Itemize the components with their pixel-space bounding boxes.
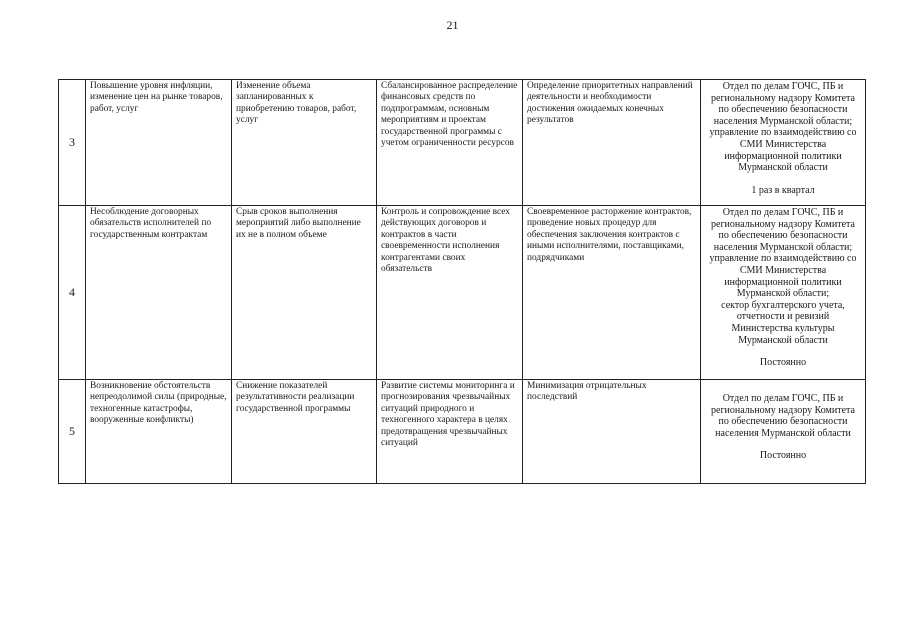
measures-cell: Сбалансированное распределение финансовых средств по подпрограммам, основным мероприятиям и проектам государственной программы с учетом ограниченности ресурсов [377,80,523,206]
responsible-text: Отдел по делам ГОЧС, ПБ и региональному надзору Комитета по обеспечению безопасности населения Мурманской области; управление по взаимодействию со СМИ Министерства информационной политики Мурманской области; сектор бухгалтерского учета, отчетности и ревизий Министерства культуры Мурманской области [709,207,857,346]
consequence-cell: Изменение объема запланированных к приобретению товаров, работ, услуг [232,80,377,206]
risk-cell: Повышение уровня инфляции, изменение цен на рынке товаров, работ, услуг [86,80,232,206]
row-number: 3 [59,80,86,206]
frequency-text: 1 раз в квартал [751,184,815,196]
table-row [59,80,866,206]
risk-table [58,79,866,484]
result-cell: Своевременное расторжение контрактов, проведение новых процедур для обеспечения заключения контрактов с иными исполнителями, поставщиками, подрядчиками [523,206,701,380]
row-number: 5 [59,380,86,484]
measures-cell: Контроль и сопровождение всех действующих договоров и контрактов в части своевременности исполнения контрагентами своих обязательств [377,206,523,380]
table-row [59,380,866,484]
consequence-cell: Срыв сроков выполнения мероприятий либо выполнение их не в полном объеме [232,206,377,380]
result-cell: Минимизация отрицательных последствий [523,380,701,484]
result-cell: Определение приоритетных направлений деятельности и необходимости достижения ожидаемых конечных результатов [523,80,701,206]
responsible-cell [701,80,866,206]
row-number: 4 [59,206,86,380]
responsible-cell [701,206,866,380]
frequency-text: Постоянно [759,450,807,462]
consequence-cell: Снижение показателей результативности реализации государственной программы [232,380,377,484]
measures-cell: Развитие системы мониторинга и прогнозирования чрезвычайных ситуаций природного и техногенного характера в целях предотвращения чрезвычайных ситуаций [377,380,523,484]
risk-cell: Несоблюдение договорных обязательств исполнителей по государственным контрактам [86,206,232,380]
risk-cell: Возникновение обстоятельств непреодолимой силы (природные, техногенные катастрофы, вооруженные конфликты) [86,380,232,484]
responsible-cell [701,380,866,484]
responsible-text: Отдел по делам ГОЧС, ПБ и региональному надзору Комитета по обеспечению безопасности населения Мурманской области [711,393,855,439]
frequency-text: Постоянно [759,357,807,369]
page-number: 21 [446,18,459,32]
table-row [59,206,866,380]
responsible-text: Отдел по делам ГОЧС, ПБ и региональному надзору Комитета по обеспечению безопасности населения Мурманской области; управление по взаимодействию со СМИ Министерства информационной политики Мурманской области [709,81,857,174]
